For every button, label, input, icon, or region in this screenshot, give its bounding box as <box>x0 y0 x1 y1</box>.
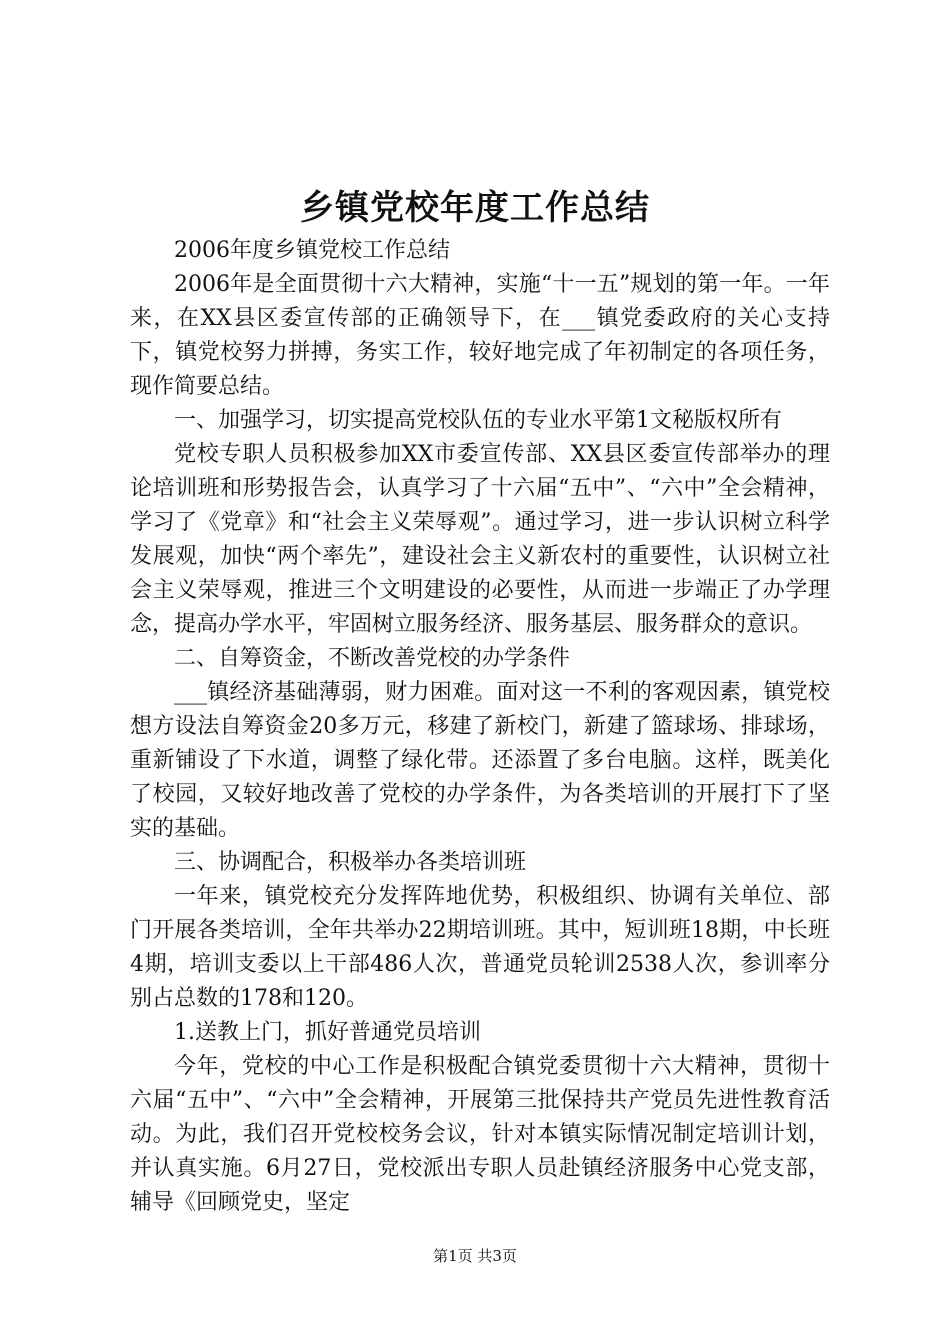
section-heading-3: 三、协调配合，积极举办各类培训班 <box>174 850 527 875</box>
document-body <box>130 234 830 1220</box>
paragraph-subtitle: 2006年度乡镇党校工作总结 <box>174 238 450 263</box>
paragraph-section-3: 一年来，镇党校充分发挥阵地优势，积极组织、协调有关单位、部门开展各类培训，全年共举办22期培训班。其中，短训班18期，中长班4期，培训支委以上干部486人次，普通党员轮训2538人次，参训率分别占总数的178和120。 <box>130 884 830 1011</box>
paragraph-subsection-1: 今年，党校的中心工作是积极配合镇党委贯彻十六大精神，贯彻十六届“五中”、“六中”全会精神，开展第三批保持共产党员先进性教育活动。为此，我们召开党校校务会议，针对本镇实际情况制定培训计划，并认真实施。6月27日，党校派出专职人员赴镇经济服务中心党支部，辅导《回顾党史，坚定 <box>130 1054 830 1215</box>
subsection-heading-1: 1.送教上门，抓好普通党员培训 <box>174 1020 481 1045</box>
paragraph-section-2: ___镇经济基础薄弱，财力困难。面对这一不利的客观因素，镇党校想方设法自筹资金20多万元，移建了新校门，新建了篮球场、排球场，重新铺设了下水道，调整了绿化带。还添置了多台电脑。这样，既美化了校园，又较好地改善了党校的办学条件，为各类培训的开展打下了坚实的基础。 <box>130 680 830 841</box>
paragraph-section-1: 党校专职人员积极参加XX市委宣传部、XX县区委宣传部举办的理论培训班和形势报告会，认真学习了十六届“五中”、“六中”全会精神，学习了《党章》和“社会主义荣辱观”。通过学习，进一步认识树立科学发展观，加快“两个率先”，建设社会主义新农村的重要性，认识树立社会主义荣辱观，推进三个文明建设的必要性，从而进一步端正了办学理念，提高办学水平，牢固树立服务经济、服务基层、服务群众的意识。 <box>130 442 830 637</box>
section-heading-1: 一、加强学习，切实提高党校队伍的专业水平第1文秘版权所有 <box>174 408 782 433</box>
paragraph-intro: 2006年是全面贯彻十六大精神，实施“十一五”规划的第一年。一年来，在XX县区委宣传部的正确领导下，在___镇党委政府的关心支持下，镇党校努力拼搏，务实工作，较好地完成了年初制定的各项任务，现作简要总结。 <box>130 272 830 399</box>
page-footer: 第1页 共3页 <box>433 1247 517 1265</box>
section-heading-2: 二、自筹资金，不断改善党校的办学条件 <box>174 646 571 671</box>
document-title: 乡镇党校年度工作总结 <box>300 188 650 228</box>
